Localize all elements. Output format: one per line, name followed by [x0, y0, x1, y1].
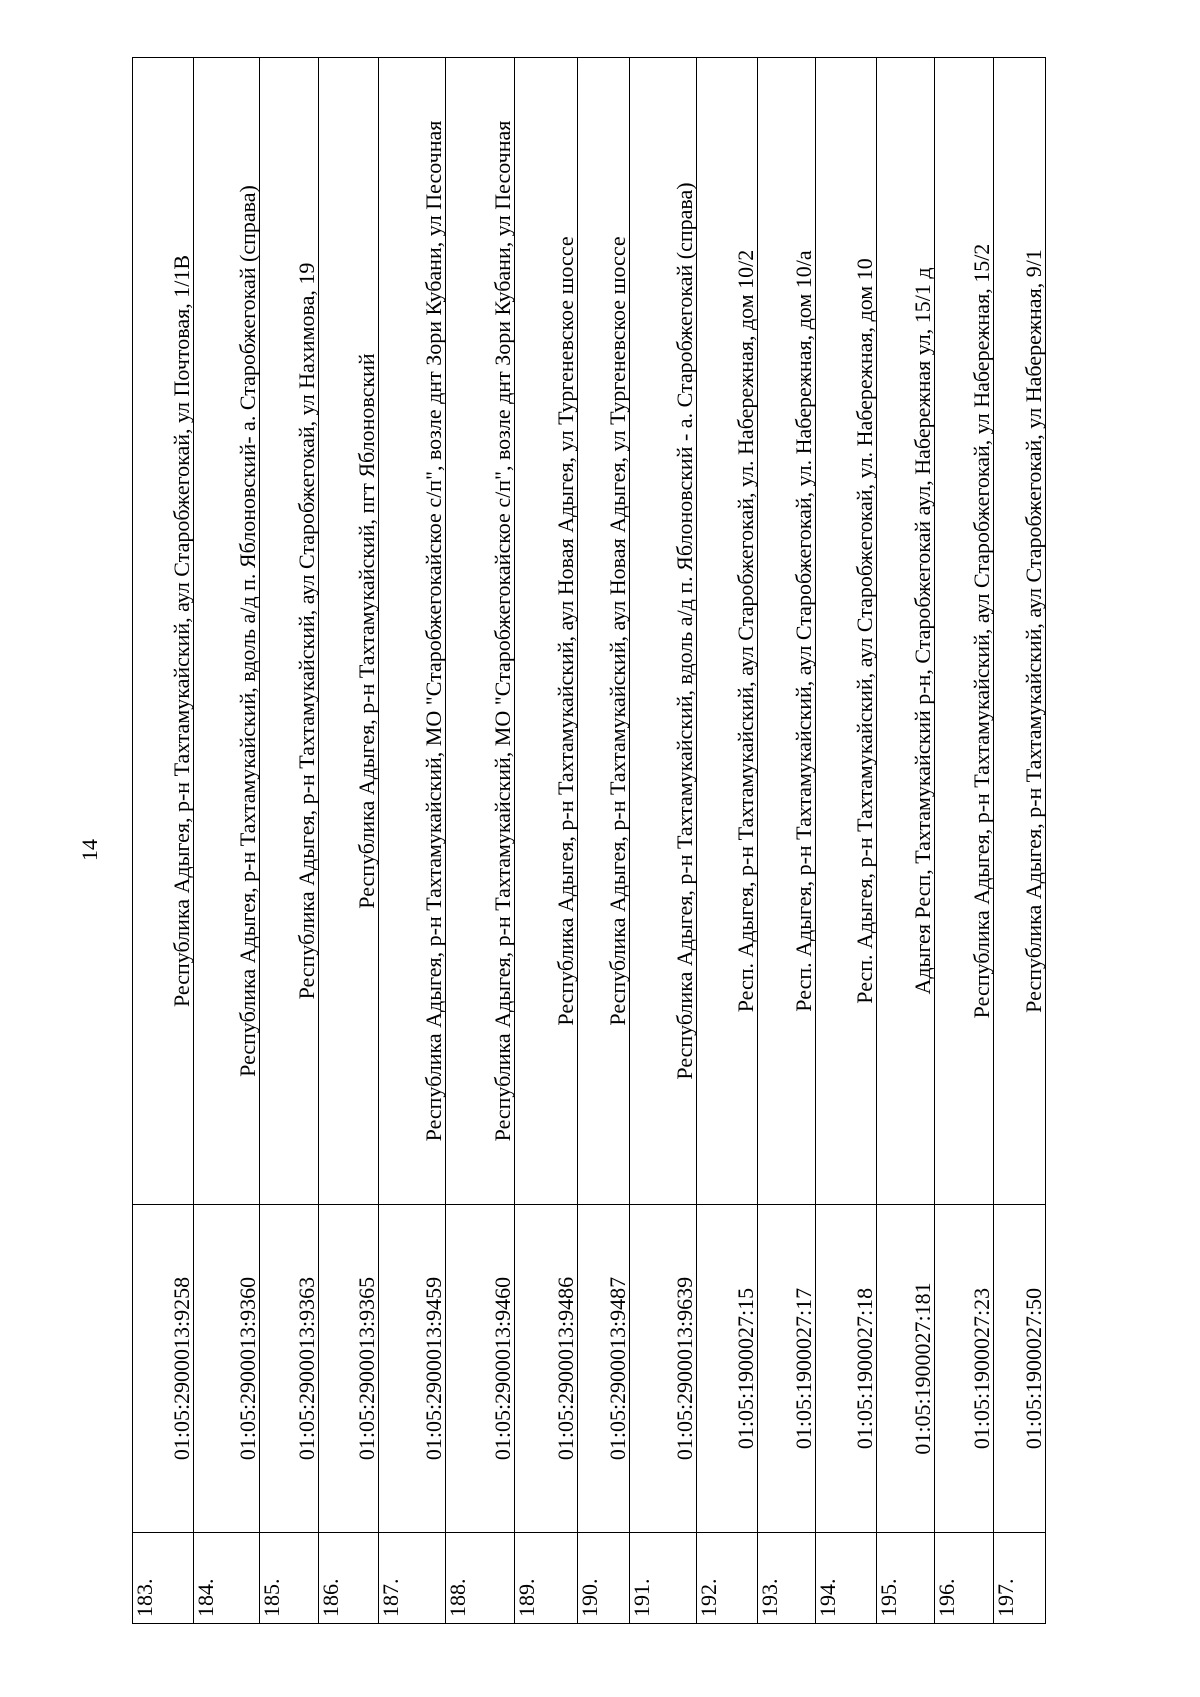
row-number: 193. [757, 1533, 815, 1624]
cadastral-number: 01:05:2900013:9460 [446, 1205, 515, 1533]
table-row [193, 58, 260, 1624]
row-number: 197. [993, 1533, 1045, 1624]
table-row [379, 58, 446, 1624]
address: Республика Адыгея, р-н Тахтамукайский, вдоль а/д п. Яблоновский - а. Старобжегокай (справа) [630, 58, 697, 1205]
cadastral-number: 01:05:2900013:9639 [630, 1205, 697, 1533]
table-row [446, 58, 515, 1624]
table-row [260, 58, 318, 1624]
address: Республика Адыгея, р-н Тахтамукайский, аул Старобжегокай, ул Почтовая, 1/1В [133, 58, 194, 1205]
cadastral-number: 01:05:2900013:9365 [318, 1205, 379, 1533]
address: Республика Адыгея, р-н Тахтамукайский, аул Старобжегокай, ул Нахимова, 19 [260, 58, 318, 1205]
table-row [515, 58, 578, 1624]
table-row [577, 58, 629, 1624]
row-number: 183. [133, 1533, 194, 1624]
table-row [993, 58, 1045, 1624]
address: Республика Адыгея, р-н Тахтамукайский, МО "Старобжегокайское с/п", возле днт Зори Кубани, ул Песочная [446, 58, 515, 1205]
table-row [697, 58, 758, 1624]
table-row [816, 58, 877, 1624]
row-number: 189. [515, 1533, 578, 1624]
row-number: 192. [697, 1533, 758, 1624]
cadastral-number: 01:05:1900027:181 [876, 1205, 934, 1533]
row-number: 188. [446, 1533, 515, 1624]
table-row [133, 58, 194, 1624]
row-number: 184. [193, 1533, 260, 1624]
address: Республика Адыгея, р-н Тахтамукайский, вдоль а/д п. Яблоновский- а. Старобжегокай (справа) [193, 58, 260, 1205]
address: Республика Адыгея, р-н Тахтамукайский, МО "Старобжегокайское с/п", возле днт Зори Кубани, ул Песочная [379, 58, 446, 1205]
address: Республика Адыгея, р-н Тахтамукайский, аул Старобжегокай, ул Набережная, 9/1 [993, 58, 1045, 1205]
page-number: 14 [77, 839, 102, 861]
table-row [630, 58, 697, 1624]
row-number: 195. [876, 1533, 934, 1624]
address: Республика Адыгея, р-н Тахтамукайский, аул Старобжегокай, ул Набережная, 15/2 [935, 58, 993, 1205]
cadastral-number: 01:05:2900013:9486 [515, 1205, 578, 1533]
address: Респ. Адыгея, р-н Тахтамукайский, аул Старобжегокай, ул. Набережная, дом 10 [816, 58, 877, 1205]
address: Респ. Адыгея, р-н Тахтамукайский, аул Старобжегокай, ул. Набережная, дом 10/а [757, 58, 815, 1205]
cadastral-number: 01:05:1900027:23 [935, 1205, 993, 1533]
cadastral-number: 01:05:2900013:9258 [133, 1205, 194, 1533]
table-wrapper [132, 57, 1046, 1624]
cadastral-number: 01:05:2900013:9363 [260, 1205, 318, 1533]
land-plots-table [132, 57, 1046, 1624]
row-number: 194. [816, 1533, 877, 1624]
address: Республика Адыгея, р-н Тахтамукайский, пгт Яблоновский [318, 58, 379, 1205]
address: Респ. Адыгея, р-н Тахтамукайский, аул Старобжегокай, ул. Набережная, дом 10/2 [697, 58, 758, 1205]
cadastral-number: 01:05:2900013:9360 [193, 1205, 260, 1533]
table-row [318, 58, 379, 1624]
cadastral-number: 01:05:2900013:9487 [577, 1205, 629, 1533]
row-number: 187. [379, 1533, 446, 1624]
row-number: 185. [260, 1533, 318, 1624]
cadastral-number: 01:05:1900027:18 [816, 1205, 877, 1533]
table-row [935, 58, 993, 1624]
row-number: 186. [318, 1533, 379, 1624]
address: Республика Адыгея, р-н Тахтамукайский, аул Новая Адыгея, ул Тургеневское шоссе [515, 58, 578, 1205]
cadastral-number: 01:05:1900027:15 [697, 1205, 758, 1533]
row-number: 190. [577, 1533, 629, 1624]
table-row [757, 58, 815, 1624]
address: Адыгея Респ, Тахтамукайский р-н, Старобжегокай аул, Набережная ул, 15/1 д [876, 58, 934, 1205]
table-row [876, 58, 934, 1624]
address: Республика Адыгея, р-н Тахтамукайский, аул Новая Адыгея, ул Тургеневское шоссе [577, 58, 629, 1205]
cadastral-number: 01:05:1900027:17 [757, 1205, 815, 1533]
row-number: 191. [630, 1533, 697, 1624]
cadastral-number: 01:05:1900027:50 [993, 1205, 1045, 1533]
cadastral-number: 01:05:2900013:9459 [379, 1205, 446, 1533]
row-number: 196. [935, 1533, 993, 1624]
